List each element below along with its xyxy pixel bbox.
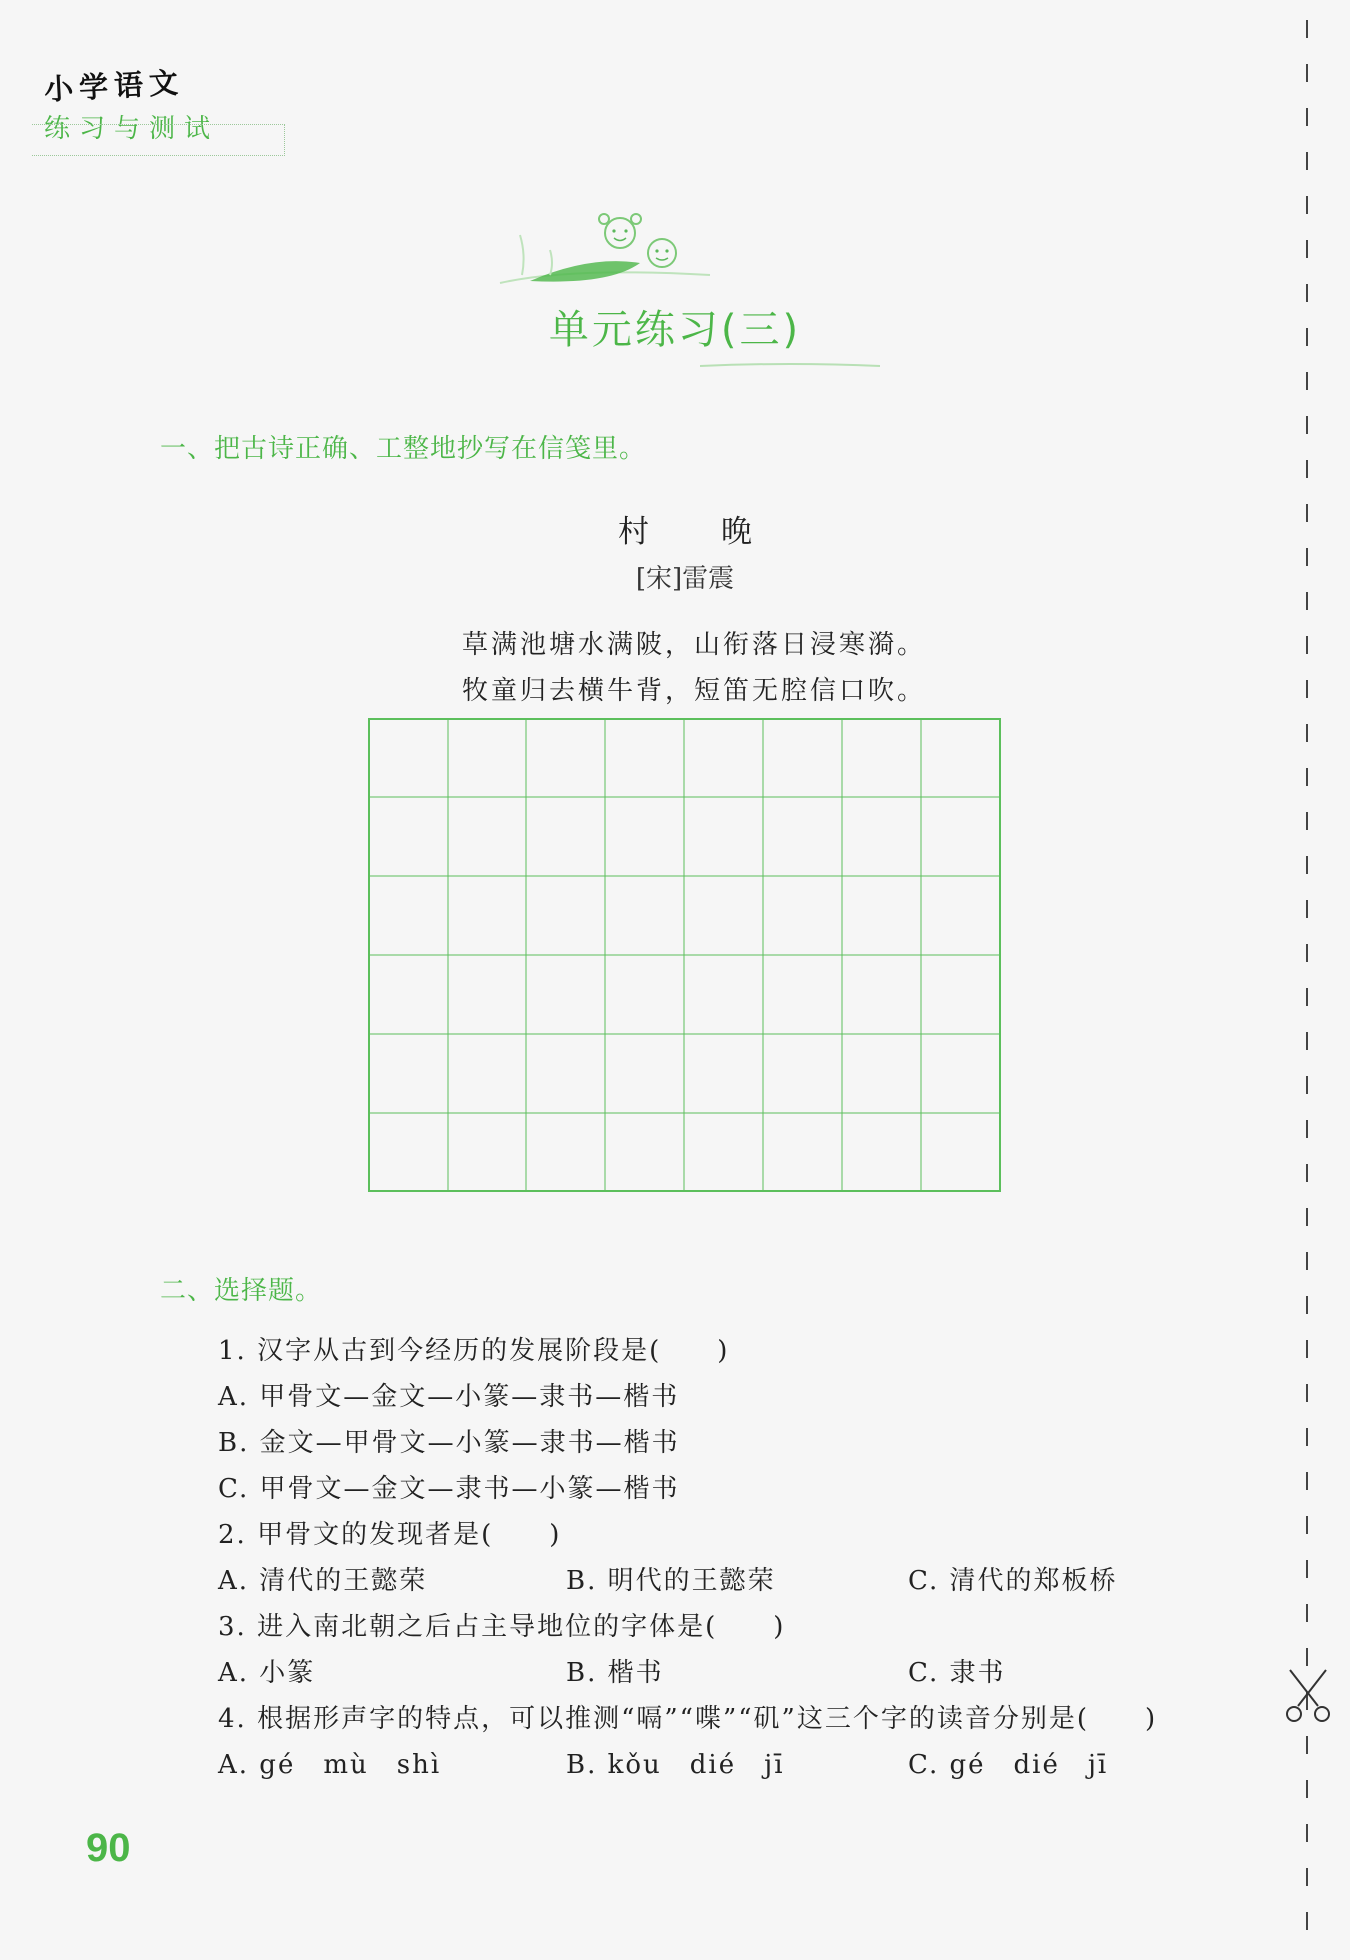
page-number: 90 xyxy=(86,1826,131,1870)
cut-line xyxy=(1305,20,1309,1950)
section-heading-1: 一、把古诗正确、工整地抄写在信笺里。 xyxy=(160,434,647,464)
scissors-icon xyxy=(1282,1666,1334,1726)
writing-grid[interactable] xyxy=(368,718,1001,1192)
poem-line: 牧童归去横牛背，短笛无腔信口吹。 xyxy=(462,676,927,706)
book-subtitle: 练习与测试 xyxy=(44,114,220,144)
option-a[interactable]: A. 清代的王懿荣 xyxy=(218,1566,428,1596)
question-stem: 2. 甲骨文的发现者是( ) xyxy=(218,1520,562,1550)
poem-title xyxy=(0,506,1350,551)
title-underline xyxy=(700,360,880,372)
option-c[interactable]: C. 隶书 xyxy=(908,1658,1006,1688)
section-heading-2: 二、选择题。 xyxy=(160,1276,323,1306)
option-a[interactable]: A. gé mù shì xyxy=(218,1750,442,1780)
question-stem: 1. 汉字从古到今经历的发展阶段是( ) xyxy=(218,1336,730,1366)
option-b[interactable]: B. 楷书 xyxy=(566,1658,664,1688)
option-b[interactable]: B. kǒu dié jī xyxy=(566,1750,785,1780)
poem-title-part1: 村 xyxy=(618,514,649,550)
poem-author: [宋]雷震 xyxy=(635,564,735,594)
option-b[interactable]: B. 金文—甲骨文—小篆—隶书—楷书 xyxy=(218,1428,680,1458)
question-stem: 3. 进入南北朝之后占主导地位的字体是( ) xyxy=(218,1612,786,1642)
option-b[interactable]: B. 明代的王懿荣 xyxy=(566,1566,776,1596)
option-c[interactable]: C. gé dié jī xyxy=(908,1750,1109,1780)
poem-title-part2: 晚 xyxy=(721,514,752,550)
header-frame xyxy=(32,124,285,156)
option-a[interactable]: A. 小篆 xyxy=(218,1658,316,1688)
option-c[interactable]: C. 清代的郑板桥 xyxy=(908,1566,1118,1596)
option-c[interactable]: C. 甲骨文—金文—隶书—小篆—楷书 xyxy=(218,1474,680,1504)
option-a[interactable]: A. 甲骨文—金文—小篆—隶书—楷书 xyxy=(218,1382,680,1412)
kids-illustration xyxy=(490,205,720,295)
question-stem: 4. 根据形声字的特点，可以推测“嗝”“喋”“矶”这三个字的读音分别是( ) xyxy=(218,1704,1158,1734)
book-title: 小学语文 xyxy=(43,65,185,107)
poem-line: 草满池塘水满陂，山衔落日浸寒漪。 xyxy=(462,630,927,660)
unit-title: 单元练习(三) xyxy=(548,307,802,353)
